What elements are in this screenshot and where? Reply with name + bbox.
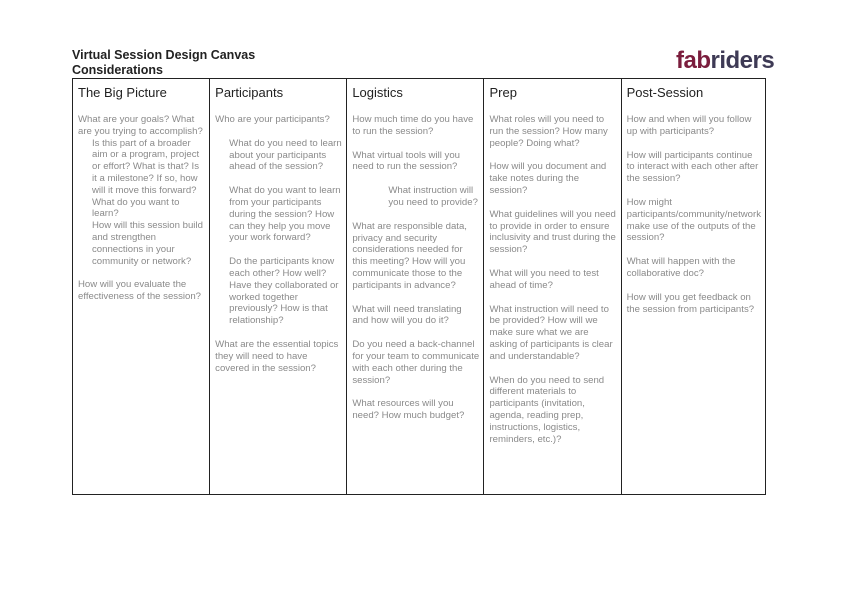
column-heading: Post-Session: [626, 85, 704, 100]
question: What are the essential topics they will need to have covered in the session?: [215, 338, 339, 374]
question: How will you document and take notes during the session?: [489, 161, 607, 196]
question: What resources will you need? How much budget?: [352, 398, 465, 422]
document-title: [72, 48, 255, 78]
question: Who are your participants?: [215, 114, 330, 125]
question: What instruction will need to be provided? How will we make sure what we are asking of participants is clear and understandable?: [489, 303, 613, 362]
logo-text-part1: fab: [676, 47, 711, 74]
question: How much time do you have to run the session?: [352, 114, 474, 137]
question: How will you get feedback on the session from participants?: [626, 291, 755, 315]
title-line-2: Considerations: [72, 63, 163, 77]
question: What do you want to learn?: [92, 196, 180, 220]
question: What will happen with the collaborative doc?: [626, 256, 736, 279]
question: What are responsible data, privacy and security considerations needed for this meeting? How will you communicate those to the participants in advance?: [352, 220, 467, 291]
column-heading: The Big Picture: [78, 85, 167, 100]
question: What will need translating and how will you do it?: [352, 303, 462, 327]
design-canvas-table: [72, 78, 766, 495]
question: What roles will you need to run the session? How many people? Doing what?: [489, 114, 608, 149]
question: How will participants continue to interact with each other after the session?: [626, 149, 759, 185]
question: Do you need a back-channel for your team to communicate with each other during the session?: [352, 339, 480, 386]
column-big-picture: [73, 79, 209, 494]
question: How will you evaluate the effectiveness of the session?: [78, 279, 202, 303]
question: How will this session build and strengthen connections in your community or network?: [92, 220, 203, 267]
question: Do the participants know each other? How well? Have they collaborated or worked together previously? How is that relationship?: [229, 256, 339, 327]
column-logistics: [346, 79, 483, 494]
column-heading: Logistics: [352, 85, 403, 100]
logo-wordmark: [676, 44, 775, 78]
question: Is this part of a broader aim or a program, project or effort? What is that? Is it a milestone? If so, how will it move this forward?: [92, 137, 200, 196]
question: What do you want to learn from your participants during the session? How can they help you move your work forward?: [229, 185, 341, 244]
column-post-session: [621, 79, 765, 494]
question: How and when will you follow up with participants?: [626, 114, 752, 137]
title-line-1: Virtual Session Design Canvas: [72, 48, 256, 62]
logo-text-part2: riders: [710, 47, 775, 74]
fabriders-logo: [676, 44, 775, 78]
question: What will you need to test ahead of time?: [489, 267, 599, 291]
question: When do you need to send different materials to participants (invitation, agenda, reading prep, instructions, logistics, reminders, etc.)?: [489, 374, 605, 445]
column-heading: Participants: [215, 85, 284, 100]
question: What instruction will you need to provide?: [388, 185, 478, 208]
question: What are your goals? What are you trying to accomplish?: [78, 114, 203, 137]
question: What virtual tools will you need to run the session?: [352, 149, 461, 173]
column-heading: Prep: [489, 85, 517, 100]
question: What guidelines will you need to provide in order to ensure inclusivity and trust during the session?: [489, 208, 616, 256]
column-prep: [483, 79, 620, 494]
column-participants: [209, 79, 346, 494]
question: What do you need to learn about your participants ahead of the session?: [229, 137, 342, 173]
question: How might participants/community/network make use of the outputs of the session?: [626, 196, 761, 244]
